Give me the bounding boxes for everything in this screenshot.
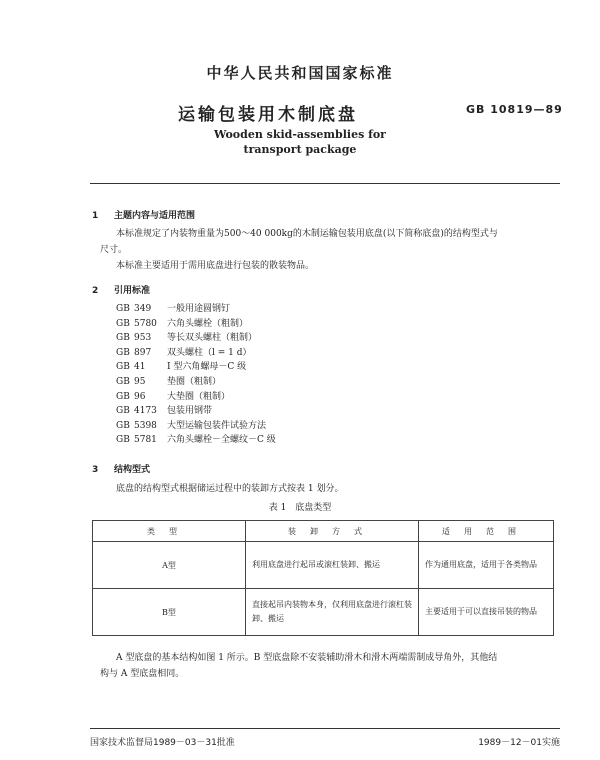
reference-number: 41 [134,362,146,373]
title-chinese: 运输包装用木制底盘 [178,105,358,125]
reference-title: 大垫圈（粗制） [167,391,231,402]
section-1-title: 主题内容与适用范围 [114,211,196,221]
table-row [93,542,554,589]
reference-number: 5781 [134,435,157,446]
section-3-number: 3 [92,465,99,475]
row-type: B型 [93,589,246,636]
reference-title: 包装用钢带 [167,406,213,417]
footer-divider [90,728,560,729]
row-method: 直接起吊内装物本身，仅利用底盘进行滚杠装卸、搬运 [246,589,419,636]
reference-title: 双头螺柱（l = 1 d） [167,347,252,358]
section-2-heading [92,283,150,296]
reference-title: 垫圈（粗制） [167,376,222,387]
header-scope: 适用范围 [419,521,554,542]
reference-title: I 型六角螺母－C 级 [167,362,247,373]
section-3-closing-line2: 构与 A 型底盘相同。 [100,669,185,679]
section-1-number: 1 [92,211,99,221]
title-english-line2: transport package [243,143,357,156]
reference-number: 5780 [134,318,157,329]
effective-date: 1989－12－01实施 [478,738,560,748]
title-english-line1: Wooden skid-assemblies for [214,128,386,141]
approval-date: 国家技术监督局1989－03－31批准 [90,738,235,748]
row-type: A型 [93,542,246,589]
reference-number: 5398 [134,420,157,431]
reference-code: GB [116,347,130,358]
reference-code: GB [116,318,130,329]
row-method: 利用底盘进行起吊或滚杠装卸、搬运 [246,542,419,589]
section-1-p1-line1: 本标准规定了内装物重量为500～40 000kg的木制运输包装用底盘(以下简称底盘)的结构型式与 [116,229,498,239]
reference-item [116,346,276,361]
reference-title: 一般用途圆钢钉 [167,304,231,314]
header-divider [90,183,560,184]
reference-item [116,302,276,317]
header-type: 类型 [93,521,246,542]
reference-title: 六角头螺栓－全螺纹－C 级 [167,435,276,446]
section-2-title: 引用标准 [114,286,151,296]
section-3-intro: 底盘的结构型式根据储运过程中的装卸方式按表 1 划分。 [116,484,344,494]
row-scope: 作为通用底盘，适用于各类物品 [419,542,554,589]
skid-types-table [92,520,554,636]
publisher-header: 中华人民共和国国家标准 [206,64,394,82]
reference-number: 95 [134,376,146,387]
section-3-heading [92,462,150,475]
reference-item [116,419,276,434]
reference-item [116,317,276,332]
reference-number: 349 [134,304,152,314]
table-header-row [93,521,554,542]
reference-code: GB [116,435,130,446]
section-1-heading [92,208,195,221]
reference-number: 96 [134,391,146,402]
reference-item [116,433,276,448]
reference-title: 六角头螺栓（粗制） [167,318,249,329]
table-row [93,589,554,636]
reference-code: GB [116,391,130,402]
section-1-p2: 本标准主要适用于需用底盘进行包装的散装物品。 [116,261,315,271]
reference-item [116,375,276,390]
reference-code: GB [116,420,130,431]
reference-list [116,302,276,448]
reference-item [116,331,276,346]
header-method: 装卸方式 [246,521,419,542]
reference-item [116,360,276,375]
section-1-body [100,226,566,274]
reference-code: GB [116,333,130,344]
section-3-closing-line1: A 型底盘的基本结构如图 1 所示。B 型底盘除不安装辅助滑木和滑木两端需制成导角外，其他结 [116,653,498,663]
reference-number: 4173 [134,406,157,417]
title-english [0,127,600,157]
reference-code: GB [116,406,130,417]
standard-number: GB 10819—89 [466,103,563,116]
reference-code: GB [116,362,130,373]
reference-item [116,390,276,405]
reference-number: 953 [134,333,152,344]
reference-code: GB [116,376,130,387]
reference-title: 等长双头螺柱（粗制） [167,333,258,344]
section-1-p1-line2: 尺寸。 [100,245,128,255]
reference-code: GB [116,304,130,314]
section-3-title: 结构型式 [114,465,151,475]
table-caption: 表 1 底盘类型 [268,503,332,513]
section-3-closing [100,650,566,682]
reference-title: 大型运输包装件试验方法 [167,420,267,431]
section-2-number: 2 [92,286,99,296]
row-scope: 主要适用于可以直接吊装的物品 [419,589,554,636]
reference-item [116,404,276,419]
reference-number: 897 [134,347,152,358]
